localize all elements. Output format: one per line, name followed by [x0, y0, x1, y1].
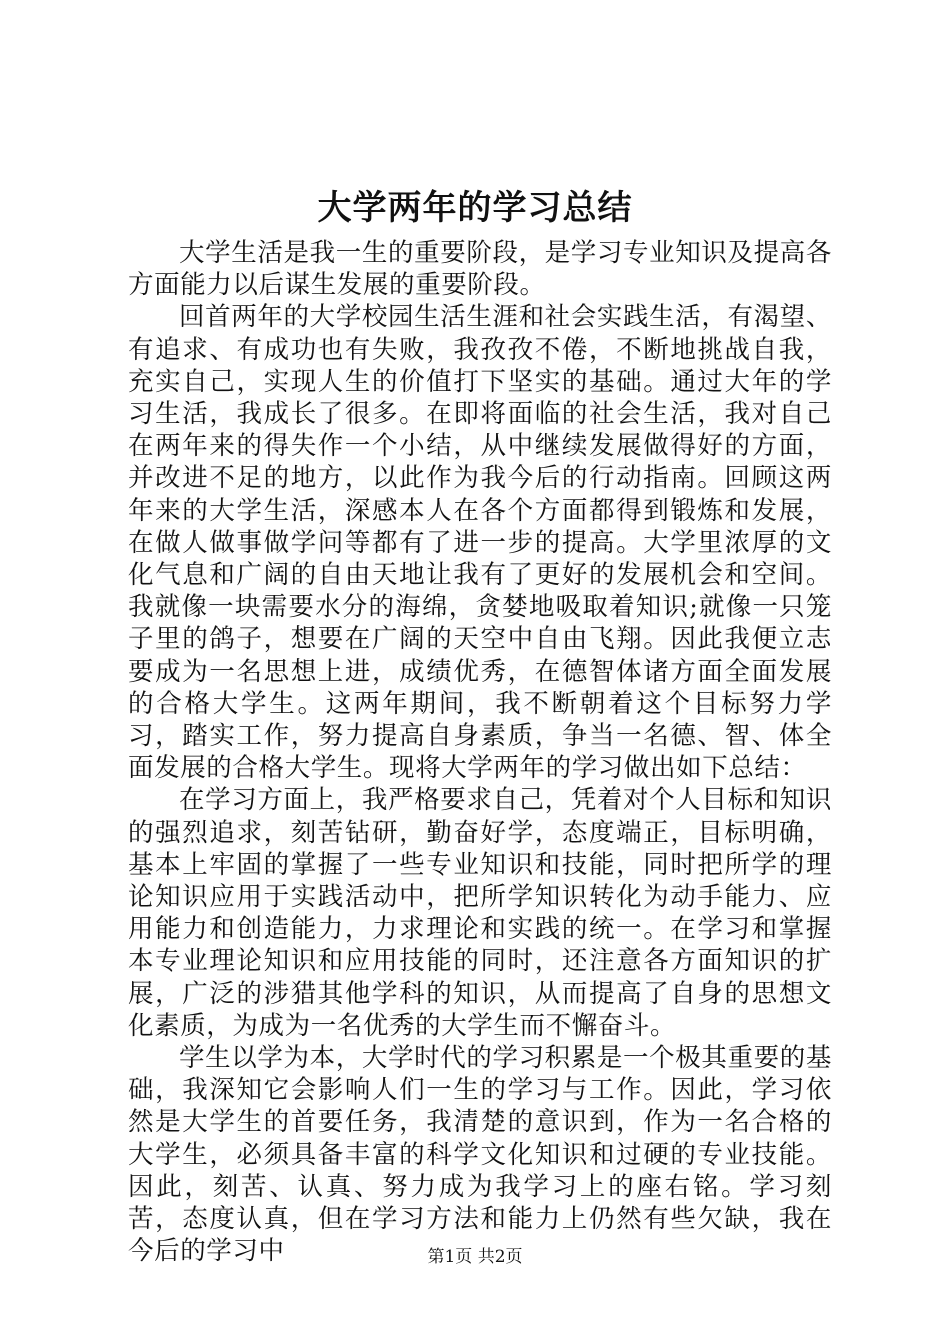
document-body — [128, 237, 832, 1268]
page-footer: 第1页 共2页 — [427, 1247, 523, 1267]
document-title: 大学两年的学习总结 — [317, 188, 633, 228]
paragraph-1: 大学生活是我一生的重要阶段，是学习专业知识及提高各方面能力以后谋生发展的重要阶段。 — [128, 238, 832, 301]
paragraph-2: 回首两年的大学校园生活生涯和社会实践生活，有渴望、有追求、有成功也有失败，我孜孜不倦，不断地挑战自我，充实自己，实现人生的价值打下坚实的基础。通过大年的学习生活，我成长了很多。在即将面临的社会生活，我对自己在两年来的得失作一个小结，从中继续发展做得好的方面，并改进不足的地方，以此作为我今后的行动指南。回顾这两年来的大学生活，深感本人在各个方面都得到锻炼和发展，在做人做事做学问等都有了进一步的提高。大学里浓厚的文化气息和广阔的自由天地让我有了更好的发展机会和空间。我就像一块需要水分的海绵，贪婪地吸取着知识;就像一只笼子里的鸽子，想要在广阔的天空中自由飞翔。因此我便立志要成为一名思想上进，成绩优秀，在德智体诸方面全面发展的合格大学生。这两年期间，我不断朝着这个目标努力学习，踏实工作，努力提高自身素质，争当一名德、智、体全面发展的合格大学生。现将大学两年的学习做出如下总结： — [128, 302, 832, 784]
paragraph-3: 在学习方面上，我严格要求自己，凭着对个人目标和知识的强烈追求，刻苦钻研，勤奋好学，态度端正，目标明确，基本上牢固的掌握了一些专业知识和技能，同时把所学的理论知识应用于实践活动中，把所学知识转化为动手能力、应用能力和创造能力，力求理论和实践的统一。在学习和掌握本专业理论知识和应用技能的同时，还注意各方面知识的扩展，广泛的涉猎其他学科的知识，从而提高了自身的思想文化素质，为成为一名优秀的大学生而不懈奋斗。 — [128, 785, 832, 1041]
paragraph-4: 学生以学为本，大学时代的学习积累是一个极其重要的基础，我深知它会影响人们一生的学习与工作。因此，学习依然是大学生的首要任务，我清楚的意识到，作为一名合格的大学生，必须具备丰富的科学文化知识和过硬的专业技能。因此，刻苦、认真、努力成为我学习上的座右铭。学习刻苦，态度认真，但在学习方法和能力上仍然有些欠缺，我在今后的学习中 — [128, 1043, 832, 1267]
